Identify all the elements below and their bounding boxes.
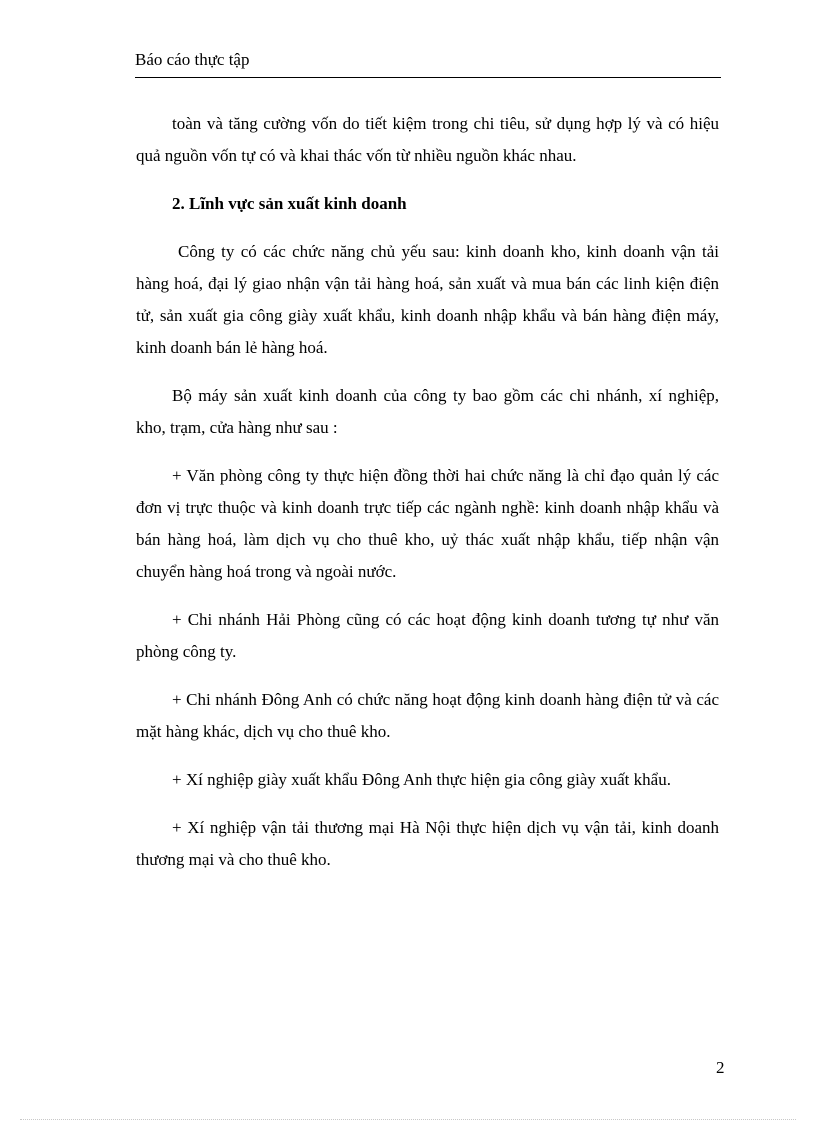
paragraph-dong-anh-branch: + Chi nhánh Đông Anh có chức năng hoạt động kinh doanh hàng điện tử và các mặt hàng khác, dịch vụ cho thuê kho. [136, 690, 719, 741]
paragraph-head-office: + Văn phòng công ty thực hiện đồng thời hai chức năng là chỉ đạo quản lý các đơn vị trực thuộc và kinh doanh trực tiếp các ngành nghề: kinh doanh nhập khẩu và bán hàng hoá, làm dịch vụ cho thuê kho, uỷ thác xuất nhập khẩu, tiếp nhận vận chuyển hàng hoá trong và ngoài nước. [136, 466, 719, 581]
page-number: 2 [716, 1058, 725, 1077]
header-divider [135, 77, 721, 78]
running-header-title: Báo cáo thực tập [135, 50, 250, 69]
paragraph-company-functions: Công ty có các chức năng chủ yếu sau: kinh doanh kho, kinh doanh vận tải hàng hoá, đại lý giao nhận vận tải hàng hoá, sản xuất và mua bán các linh kiện điện tử, sản xuất gia công giày xuất khẩu, kinh doanh nhập khẩu và bán hàng điện máy, kinh doanh bán lẻ hàng hoá. [136, 242, 719, 357]
page-bottom-border [20, 1119, 796, 1120]
paragraph-hanoi-transport-enterprise: + Xí nghiệp vận tải thương mại Hà Nội thực hiện dịch vụ vận tải, kinh doanh thương mại và cho thuê kho. [136, 818, 719, 869]
paragraph-dong-anh-shoe-factory: + Xí nghiệp giày xuất khẩu Đông Anh thực hiện gia công giày xuất khẩu. [172, 770, 671, 789]
section-heading: 2. Lĩnh vực sản xuất kinh doanh [172, 194, 407, 213]
paragraph-organization: Bộ máy sản xuất kinh doanh của công ty bao gồm các chi nhánh, xí nghiệp, kho, trạm, cửa hàng như sau : [136, 386, 719, 437]
paragraph-hai-phong-branch: + Chi nhánh Hải Phòng cũng có các hoạt động kinh doanh tương tự như văn phòng công ty. [136, 610, 719, 661]
intro-paragraph: toàn và tăng cường vốn do tiết kiệm trong chi tiêu, sử dụng hợp lý và có hiệu quả nguồn vốn tự có và khai thác vốn từ nhiều nguồn khác nhau. [136, 114, 719, 165]
document-body [136, 108, 719, 892]
